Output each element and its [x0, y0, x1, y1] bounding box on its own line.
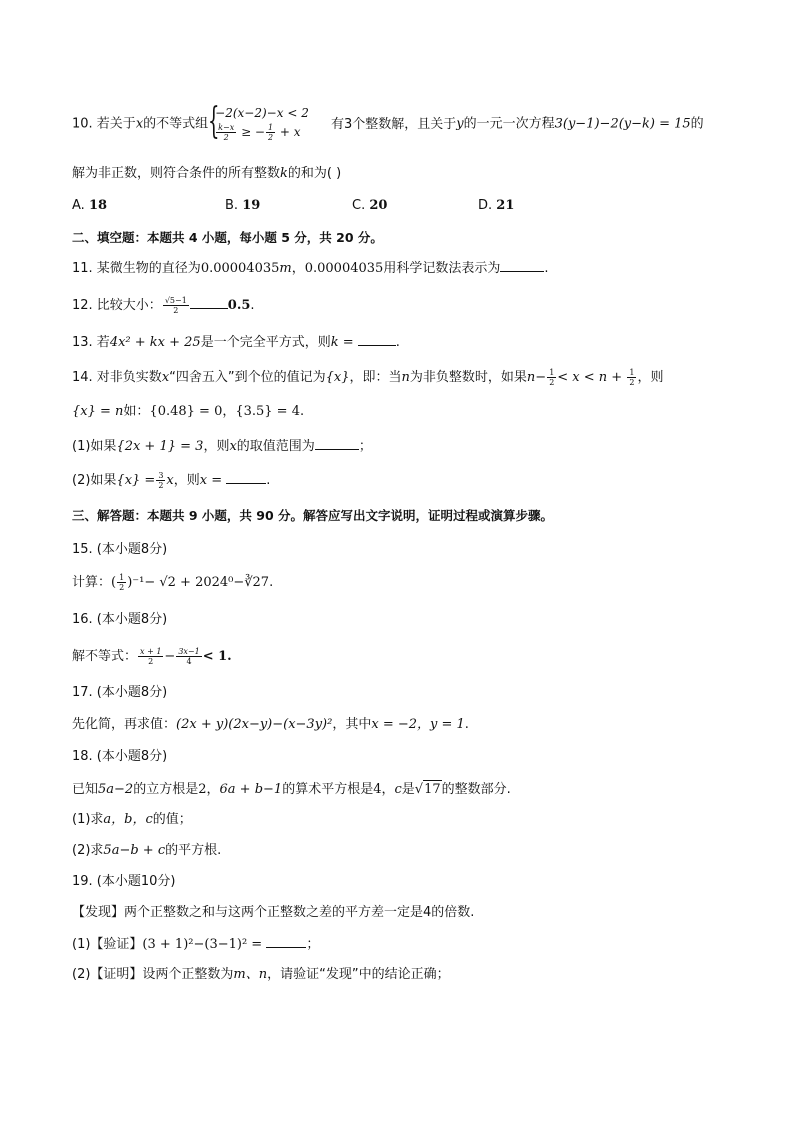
q10-var-x: x	[135, 116, 144, 132]
q13: 13. 若4x² + kx + 25是一个完全平方式，则k = .	[72, 335, 400, 350]
option-d: D. 21	[478, 198, 515, 213]
q11-answer-blank[interactable]	[500, 259, 544, 272]
q12: 12. 比较大小： $\frac{√5-1}{2}$ 0.5.	[72, 296, 255, 315]
q18-part-1: (1)求a，b，c的值；	[72, 812, 192, 827]
q10-prefix: 10. 若关于	[72, 116, 136, 132]
q10-inequality-system: { −2(x−2)−x < 2 $\frac{k-x}{2}$ ≥ − $\frac{1}{2}$ + x	[208, 101, 309, 142]
q10-options	[72, 197, 672, 215]
q19-discovery: 【发现】两个正整数之和与这两个正整数之差的平方差一定是4的倍数.	[72, 905, 475, 920]
q10-text-d: 的	[690, 116, 704, 132]
q10-sys-row-1: −2(x−2)−x < 2	[215, 106, 309, 120]
q12-answer-blank[interactable]	[190, 296, 228, 309]
q10-var-y: y	[456, 116, 464, 132]
q10-line-2: 解为非正数，则符合条件的所有整数k的和为( )	[72, 166, 342, 181]
q18-part-2: (2)求5a−b + c的平方根.	[72, 843, 222, 858]
q14-line-2: {x} = n如：{0.48} = 0，{3.5} = 4.	[72, 404, 305, 419]
section-2-heading: 二、填空题：本题共 4 小题，每小题 5 分，共 20 分。	[72, 230, 383, 245]
q19-title: 19. (本小题10分)	[72, 874, 176, 889]
q10-line-1	[72, 101, 704, 144]
q15-title: 15. (本小题8分)	[72, 542, 168, 557]
q19-part-1-blank[interactable]	[266, 935, 306, 948]
q14-part-2: (2)如果{x} = $\frac{3}{2}$ x，则x = .	[72, 471, 271, 490]
q10-text-b: 有3个整数解，且关于	[330, 116, 457, 132]
q16-body: 解不等式： $\frac{x + 1}{2}$ − $\frac{3x-1}{4}$ < 1.	[72, 647, 232, 666]
section-3-heading: 三、解答题：本题共 9 小题，共 90 分。解答应写出文字说明，证明过程或演算步骤。	[72, 508, 554, 523]
q17-body: 先化简，再求值：(2x + y)(2x−y)−(x−3y)²，其中x = −2，y = 1.	[72, 717, 469, 732]
sqrt-17: 17	[424, 782, 441, 797]
q18-line-1: 已知5a−2的立方根是2，6a + b−1的算术平方根是4，c是√17的整数部分.	[72, 782, 511, 797]
q14-part-2-blank[interactable]	[226, 471, 266, 484]
q10-equation: 3(y−1)−2(y−k) = 15	[554, 116, 691, 132]
q19-part-2: (2)【证明】设两个正整数为m、n，请验证“发现”中的结论正确；	[72, 967, 450, 982]
option-b: B. 19	[225, 198, 261, 213]
q11: 11. 某微生物的直径为0.00004035m，0.00004035用科学记数法表示为 .	[72, 261, 549, 276]
q13-answer-blank[interactable]	[358, 333, 396, 346]
q12-fraction: $\frac{√5-1}{2}$	[164, 296, 187, 315]
q10-sys-row-2: $\frac{k-x}{2}$ ≥ − $\frac{1}{2}$ + x	[218, 123, 301, 142]
q10-text-a: 的不等式组	[143, 116, 209, 132]
q14-line-1: 14. 对非负实数x“四舍五入”到个位的值记为{x}，即：当n为非负整数时，如果n− $\frac{1}{2}$ < x < n + $\frac{1}{2}$ ，则	[72, 368, 664, 387]
q10-text-c: 的一元一次方程	[463, 116, 555, 132]
q17-title: 17. (本小题8分)	[72, 685, 168, 700]
option-c: C. 20	[352, 198, 388, 213]
q16-title: 16. (本小题8分)	[72, 612, 168, 627]
q14-part-1: (1)如果{2x + 1} = 3，则x的取值范围为 ；	[72, 439, 372, 454]
q19-part-1: (1)【验证】(3 + 1)²−(3−1)² = ；	[72, 937, 320, 952]
q15-body: 计算：( $\frac{1}{2}$ )⁻¹− √2 + 2024⁰−∛27.	[72, 573, 274, 592]
q18-title: 18. (本小题8分)	[72, 749, 168, 764]
option-a: A. 18	[72, 198, 108, 213]
q14-part-1-blank[interactable]	[315, 437, 359, 450]
